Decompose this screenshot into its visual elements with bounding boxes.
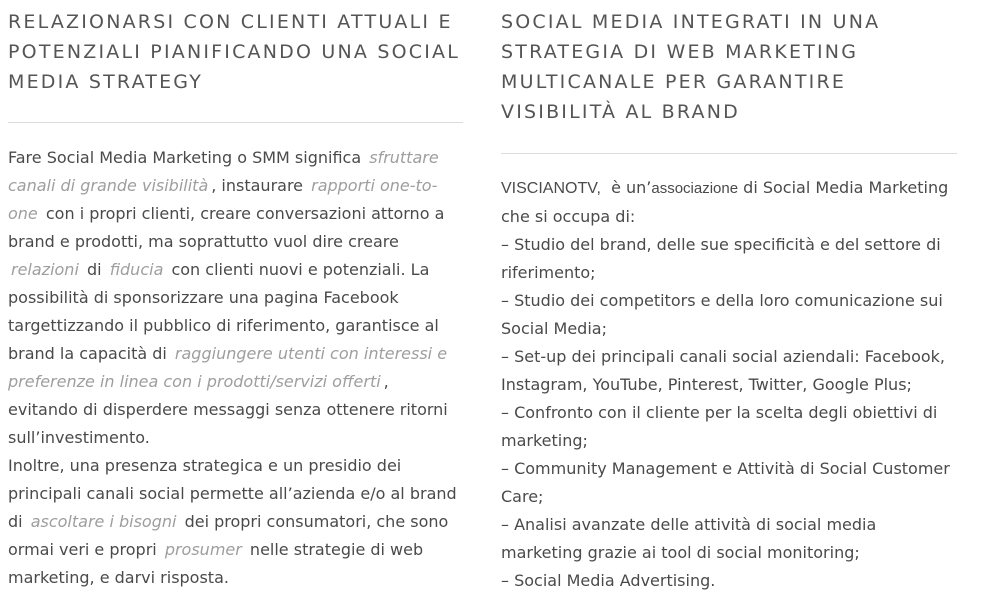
- service-item: – Community Management e Attività di Social Customer Care;: [501, 459, 950, 506]
- text-run: , instaurare: [211, 176, 304, 195]
- service-item: – Studio del brand, delle sue specificità e del settore di riferimento;: [501, 235, 941, 282]
- text-run: con i propri clienti, creare conversazioni attorno a brand e prodotti, ma soprattutto vuol dire creare: [8, 204, 445, 251]
- service-item: – Confronto con il cliente per la scelta degli obiettivi di marketing;: [501, 403, 938, 450]
- services-list: [501, 231, 957, 595]
- highlight-phrase: ascoltare i bisogni: [30, 512, 177, 531]
- text-run: nelle strategie di web marketing, e darvi risposta.: [8, 540, 424, 587]
- text-run: Fare Social Media Marketing o SMM significa: [8, 148, 362, 167]
- service-item: – Social Media Advertising.: [501, 571, 716, 590]
- text-run: con clienti nuovi e potenziali. La possibilità di sponsorizzare una pagina Facebook targettizzando il pubblico di riferimento, garantisce al brand la capacità di: [8, 260, 439, 363]
- highlight-phrase: rapporti one-to-one: [8, 176, 438, 223]
- right-divider: [501, 153, 957, 154]
- highlight-phrase: fiducia: [109, 260, 164, 279]
- intro-text-mid: è un’: [611, 178, 652, 197]
- highlight-phrase: raggiungere utenti con interessi e preferenze in linea con i prodotti/servizi offerti: [8, 344, 448, 391]
- left-paragraph-1: [8, 144, 463, 452]
- service-item: – Set-up dei principali canali social aziendali: Facebook, Instagram, YouTube, Pinterest, Twitter, Google Plus;: [501, 347, 945, 394]
- right-intro: [501, 174, 957, 231]
- intro-text-rest: di Social Media Marketing che si occupa di:: [501, 178, 949, 226]
- left-heading: RELAZIONARSI CON CLIENTI ATTUALI E POTENZIALI PIANIFICANDO UNA SOCIAL MEDIA STRATEGY: [8, 11, 461, 93]
- highlight-phrase: prosumer: [164, 540, 242, 559]
- text-run: Inoltre, una presenza strategica e un presidio dei principali canali social permette all’azienda e/o al brand di: [8, 456, 457, 531]
- right-heading: SOCIAL MEDIA INTEGRATI IN UNA STRATEGIA DI WEB MARKETING MULTICANALE PER GARANTIRE VISIBILITÀ AL BRAND: [501, 11, 881, 123]
- left-paragraph-2: [8, 452, 463, 592]
- text-run: dei propri consumatori, che sono ormai veri e propri: [8, 512, 449, 559]
- left-body: [8, 144, 463, 592]
- left-column: [8, 0, 463, 592]
- highlight-phrase: relazioni: [11, 260, 79, 279]
- right-column: [501, 0, 957, 595]
- text-run: di: [86, 260, 102, 279]
- left-divider: [8, 122, 463, 123]
- intro-text-association: associazione: [651, 180, 739, 197]
- service-item: – Studio dei competitors e della loro comunicazione sui Social Media;: [501, 291, 943, 338]
- service-item: – Analisi avanzate delle attività di social media marketing grazie ai tool di social monitoring;: [501, 515, 877, 562]
- highlight-phrase: sfruttare canali di grande visibilità: [8, 148, 439, 195]
- right-body: [501, 174, 957, 595]
- text-run: , evitando di disperdere messaggi senza ottenere ritorni sull’investimento.: [8, 372, 448, 447]
- organization-name: VISCIANOTV,: [501, 180, 601, 197]
